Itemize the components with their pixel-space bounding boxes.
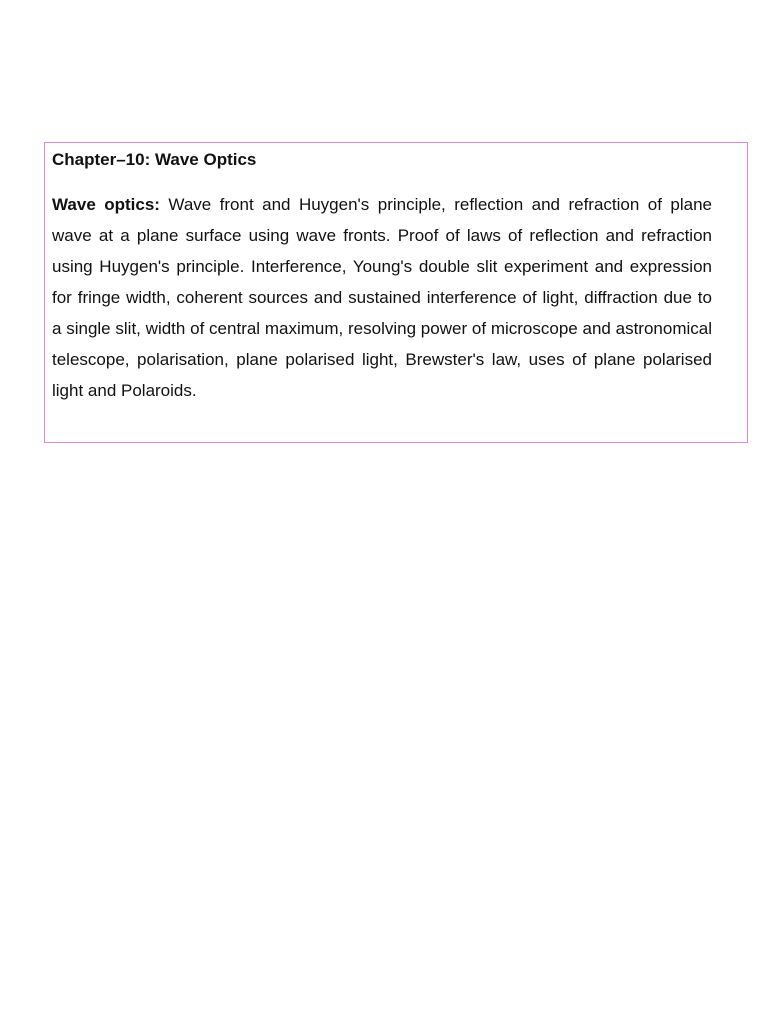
section-body: Wave front and Huygen's principle, reflection and refraction of plane wave at a plane surface using wave fronts. Proof of laws of reflection and refraction using Huygen's principle. Interference, Young's double slit experiment and expression for fringe width, coherent sources and sustained interference of light, diffraction due to a single slit, width of central maximum, resolving power of microscope and astronomical telescope, polarisation, plane polarised light, Brewster's law, uses of plane polarised light and Polaroids. — [52, 195, 712, 400]
syllabus-box — [44, 142, 748, 443]
section-term: Wave optics: — [52, 195, 160, 214]
chapter-title: Chapter–10: Wave Optics — [52, 150, 257, 169]
syllabus-paragraph — [52, 189, 712, 406]
